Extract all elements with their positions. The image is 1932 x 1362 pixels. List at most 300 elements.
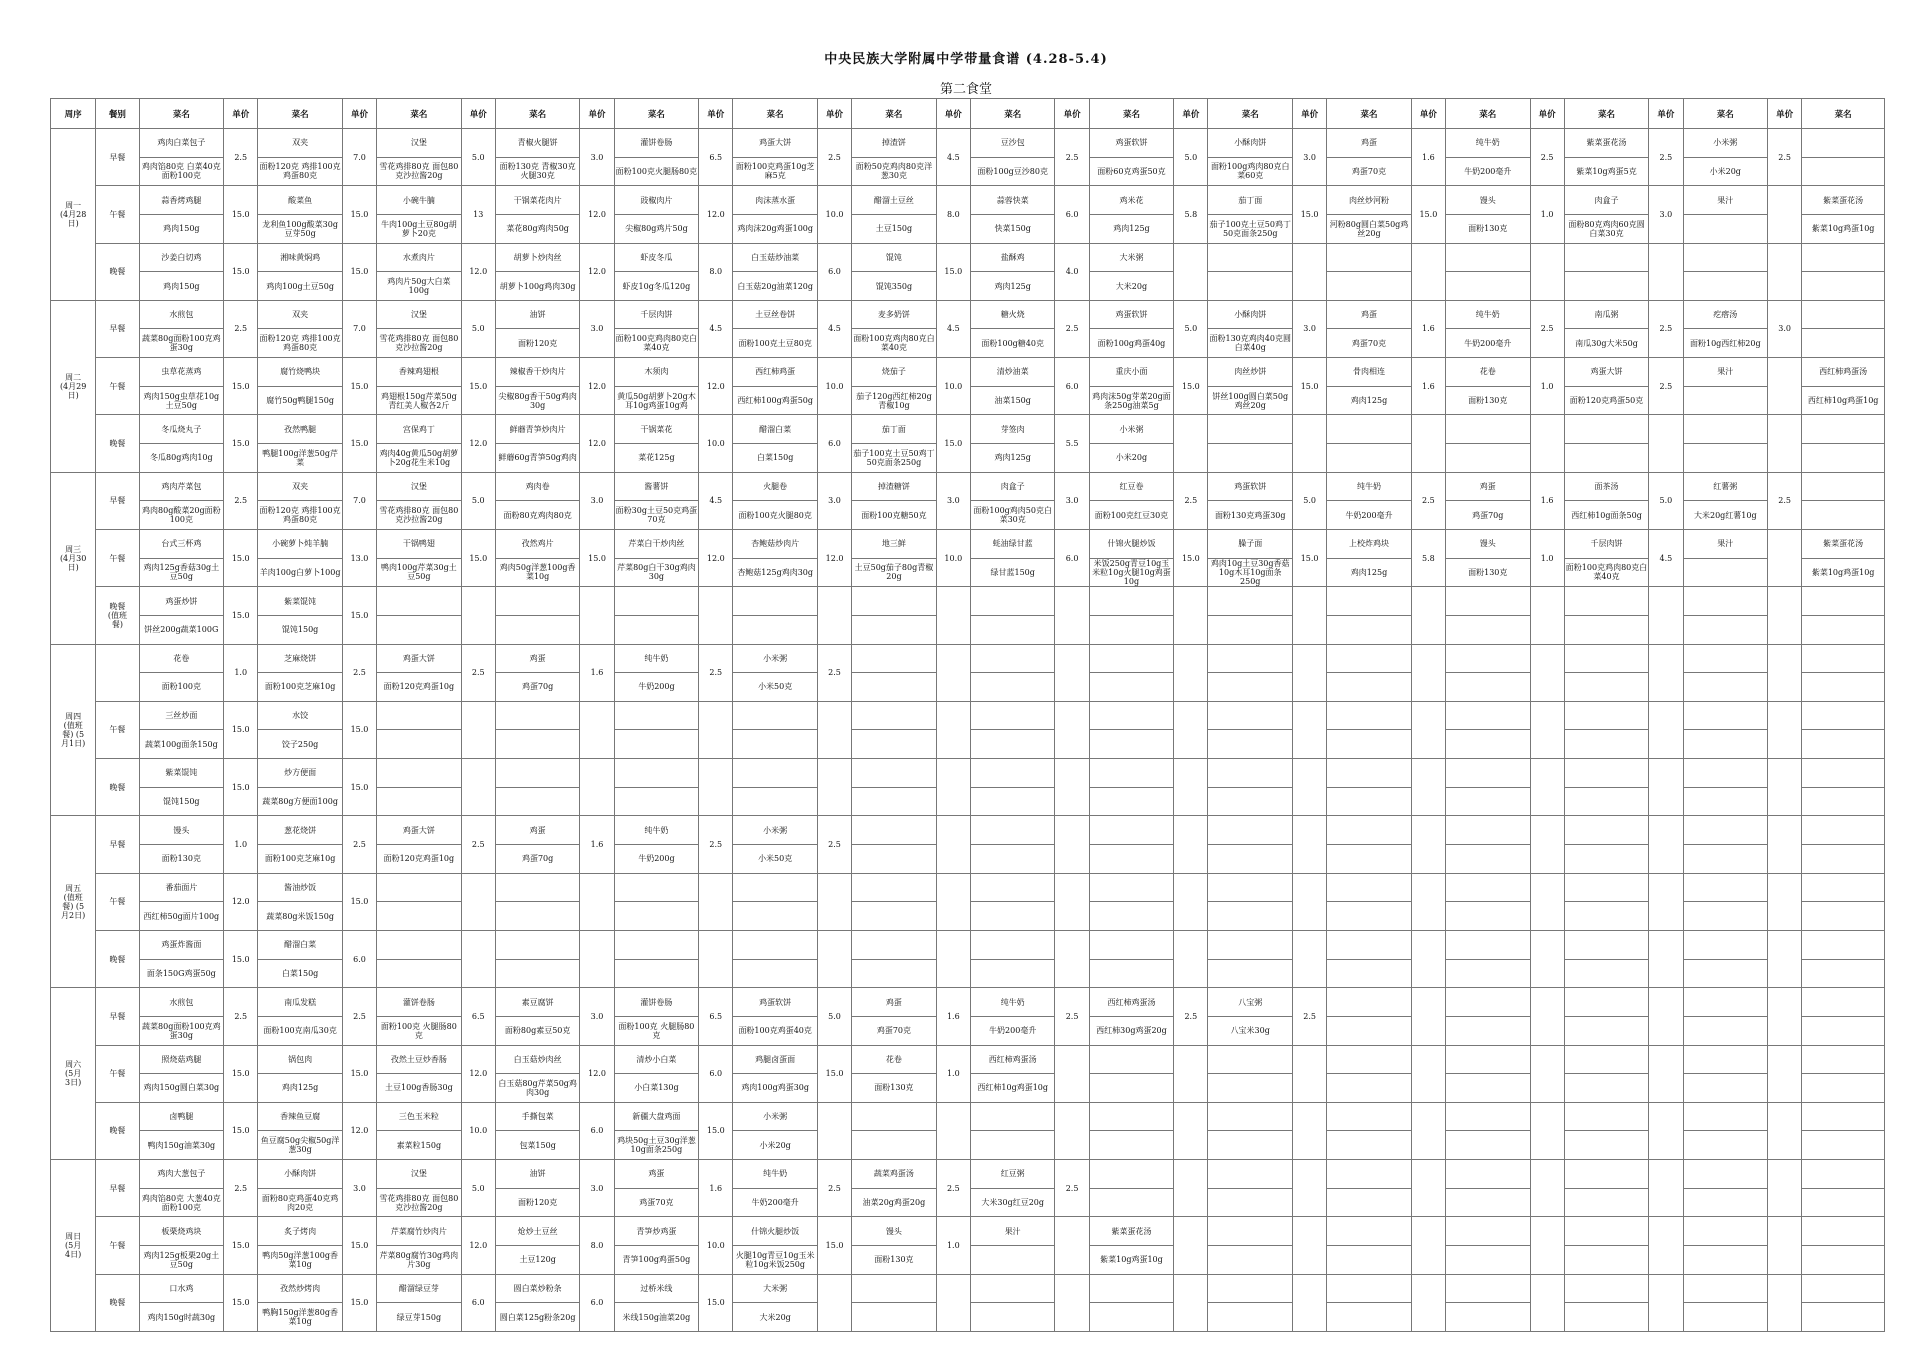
dish-detail bbox=[1802, 787, 1885, 816]
header-day: 周序 bbox=[51, 99, 96, 129]
dish-price: 3.0 bbox=[580, 300, 614, 357]
dish-name bbox=[1802, 816, 1885, 845]
dish-price: 15.0 bbox=[1293, 358, 1327, 415]
header-dish-name: 菜名 bbox=[1089, 99, 1174, 129]
dish-name: 掉渣饼 bbox=[852, 129, 937, 158]
dish-name: 西红柿鸡蛋汤 bbox=[1802, 358, 1885, 387]
day-label: 周二 (4月29 日) bbox=[51, 300, 96, 472]
dish-name bbox=[1802, 873, 1885, 902]
dish-name: 双夹 bbox=[258, 300, 343, 329]
dish-name bbox=[733, 587, 818, 616]
dish-price bbox=[1293, 415, 1327, 472]
dish-price bbox=[936, 930, 970, 987]
dish-price: 12.0 bbox=[580, 358, 614, 415]
dish-price bbox=[1768, 759, 1802, 816]
dish-name bbox=[1089, 930, 1174, 959]
header-dish-name: 菜名 bbox=[1327, 99, 1412, 129]
dish-name bbox=[1089, 587, 1174, 616]
dish-price: 15.0 bbox=[342, 1274, 376, 1331]
dish-price bbox=[461, 873, 495, 930]
dish-price bbox=[1411, 1045, 1445, 1102]
meal-row bbox=[51, 129, 1885, 158]
dish-detail: 油菜150g bbox=[970, 386, 1055, 415]
dish-detail: 饺子250g bbox=[258, 730, 343, 759]
dish-name: 蒜香烤鸡腿 bbox=[139, 186, 224, 215]
dish-name bbox=[495, 930, 580, 959]
dish-detail bbox=[970, 787, 1055, 816]
dish-price bbox=[1768, 529, 1802, 586]
dish-name: 地三鲜 bbox=[852, 529, 937, 558]
header-unit-price: 单价 bbox=[1530, 99, 1564, 129]
dish-name bbox=[1445, 644, 1530, 673]
header-unit-price: 单价 bbox=[1174, 99, 1208, 129]
dish-price bbox=[699, 587, 733, 644]
dish-name: 鸡腿卤蛋面 bbox=[733, 1045, 818, 1074]
dish-price bbox=[1768, 1102, 1802, 1159]
dish-price bbox=[1649, 816, 1683, 873]
dish-price bbox=[1055, 1045, 1089, 1102]
dish-detail bbox=[733, 730, 818, 759]
dish-price: 6.0 bbox=[699, 1045, 733, 1102]
dish-name: 纯牛奶 bbox=[733, 1160, 818, 1189]
dish-detail bbox=[1564, 1074, 1649, 1103]
dish-detail bbox=[1564, 1188, 1649, 1217]
dish-name: 大米粥 bbox=[733, 1274, 818, 1303]
dish-name: 过桥米线 bbox=[614, 1274, 699, 1303]
dish-name bbox=[1802, 1102, 1885, 1131]
dish-detail: 绿甘蓝150g bbox=[970, 558, 1055, 587]
dish-detail: 面粉100克糖50克 bbox=[852, 501, 937, 530]
dish-detail bbox=[1564, 1016, 1649, 1045]
dish-name: 炝炒土豆丝 bbox=[495, 1217, 580, 1246]
dish-name: 鸡蛋软饼 bbox=[1089, 129, 1174, 158]
dish-name bbox=[1802, 243, 1885, 272]
dish-detail: 鸡肉80g酸菜20g面粉100克 bbox=[139, 501, 224, 530]
dish-detail bbox=[1327, 444, 1412, 473]
meal-label: 晚餐 bbox=[96, 243, 139, 300]
dish-price: 15.0 bbox=[224, 587, 258, 644]
dish-name bbox=[1208, 873, 1293, 902]
dish-name bbox=[852, 644, 937, 673]
header-unit-price: 单价 bbox=[580, 99, 614, 129]
dish-detail: 面粉100g豆沙80克 bbox=[970, 157, 1055, 186]
dish-price bbox=[1649, 587, 1683, 644]
dish-name: 孜然鸭腿 bbox=[258, 415, 343, 444]
dish-price: 15.0 bbox=[342, 1217, 376, 1274]
dish-detail bbox=[377, 959, 462, 988]
dish-price bbox=[1293, 1045, 1327, 1102]
meal-label: 早餐 bbox=[96, 1160, 139, 1217]
dish-name: 干锅鸭翅 bbox=[377, 529, 462, 558]
meal-row bbox=[51, 930, 1885, 959]
dish-price bbox=[580, 701, 614, 758]
dish-detail: 鸡肉10g土豆30g香菇10g木耳10g面条250g bbox=[1208, 558, 1293, 587]
dish-name: 肉盒子 bbox=[1564, 186, 1649, 215]
dish-name: 双夹 bbox=[258, 472, 343, 501]
dish-detail: 圆白菜125g粉条20g bbox=[495, 1303, 580, 1332]
dish-name: 芝麻烧饼 bbox=[258, 644, 343, 673]
dish-name bbox=[1327, 587, 1412, 616]
dish-detail bbox=[1802, 1303, 1885, 1332]
dish-name: 香辣鸡翅根 bbox=[377, 358, 462, 387]
dish-name: 紫菜蛋花汤 bbox=[1802, 529, 1885, 558]
dish-name bbox=[970, 930, 1055, 959]
dish-name bbox=[1327, 1102, 1412, 1131]
dish-detail: 面条150G鸡蛋50g bbox=[139, 959, 224, 988]
dish-name: 木须肉 bbox=[614, 358, 699, 387]
dish-detail: 土豆150g bbox=[852, 214, 937, 243]
dish-name: 紫菜蛋花汤 bbox=[1564, 129, 1649, 158]
dish-name: 小酥肉饼 bbox=[1208, 129, 1293, 158]
dish-name: 千层肉饼 bbox=[614, 300, 699, 329]
dish-detail bbox=[970, 1303, 1055, 1332]
dish-price bbox=[1649, 1274, 1683, 1331]
dish-detail bbox=[1445, 959, 1530, 988]
dish-detail bbox=[377, 730, 462, 759]
dish-price: 12.0 bbox=[817, 529, 851, 586]
dish-price: 6.0 bbox=[342, 930, 376, 987]
dish-name bbox=[970, 873, 1055, 902]
dish-detail: 雪花鸡排80克 面包80克沙拉酱20g bbox=[377, 501, 462, 530]
dish-detail: 白玉菇80g芹菜50g鸡肉30g bbox=[495, 1074, 580, 1103]
dish-detail bbox=[1208, 1188, 1293, 1217]
dish-name: 醋溜绿豆芽 bbox=[377, 1274, 462, 1303]
dish-price: 1.6 bbox=[580, 644, 614, 701]
dish-price bbox=[1768, 1274, 1802, 1331]
dish-detail bbox=[1683, 558, 1768, 587]
dish-price bbox=[1293, 587, 1327, 644]
dish-detail: 鸡蛋70g bbox=[495, 673, 580, 702]
dish-price bbox=[1530, 415, 1564, 472]
dish-price bbox=[1174, 587, 1208, 644]
dish-price bbox=[1055, 1274, 1089, 1331]
dish-detail bbox=[1327, 1016, 1412, 1045]
dish-name: 鸡肉大葱包子 bbox=[139, 1160, 224, 1189]
dish-name: 花卷 bbox=[1445, 358, 1530, 387]
dish-price bbox=[1055, 759, 1089, 816]
meal-label: 晚餐 bbox=[96, 930, 139, 987]
meal-row bbox=[51, 1217, 1885, 1246]
dish-detail bbox=[1445, 1074, 1530, 1103]
dish-price bbox=[1768, 186, 1802, 243]
dish-detail: 鸡肉125g bbox=[1089, 214, 1174, 243]
dish-price bbox=[1174, 1160, 1208, 1217]
dish-name bbox=[1208, 816, 1293, 845]
dish-name: 水煎包 bbox=[139, 988, 224, 1017]
dish-detail: 鸭胸150g洋葱80g香菜10g bbox=[258, 1303, 343, 1332]
dish-detail: 菜花125g bbox=[614, 444, 699, 473]
dish-name bbox=[614, 873, 699, 902]
dish-name bbox=[1208, 1217, 1293, 1246]
dish-price: 2.5 bbox=[342, 644, 376, 701]
dish-price: 3.0 bbox=[817, 472, 851, 529]
dish-detail: 尖椒80g鸡片50g bbox=[614, 214, 699, 243]
dish-price bbox=[1411, 930, 1445, 987]
dish-detail: 包菜150g bbox=[495, 1131, 580, 1160]
dish-name bbox=[1802, 1217, 1885, 1246]
dish-detail bbox=[1802, 1131, 1885, 1160]
dish-detail bbox=[495, 615, 580, 644]
dish-detail: 紫菜10g鸡蛋10g bbox=[1802, 558, 1885, 587]
dish-detail: 西红柿10g鸡蛋10g bbox=[1802, 386, 1885, 415]
dish-detail: 鸡肉125g香菇30g土豆50g bbox=[139, 558, 224, 587]
dish-name: 锅包肉 bbox=[258, 1045, 343, 1074]
dish-name: 纯牛奶 bbox=[1445, 300, 1530, 329]
dish-name bbox=[1802, 1045, 1885, 1074]
dish-name bbox=[1445, 1045, 1530, 1074]
header-unit-price: 单价 bbox=[699, 99, 733, 129]
dish-name bbox=[1802, 587, 1885, 616]
dish-price bbox=[1530, 759, 1564, 816]
dish-name: 紫菜馄饨 bbox=[258, 587, 343, 616]
dish-detail bbox=[1327, 959, 1412, 988]
dish-price: 3.0 bbox=[1293, 129, 1327, 186]
dish-price: 5.5 bbox=[1055, 415, 1089, 472]
dish-price: 15.0 bbox=[699, 1102, 733, 1159]
dish-name: 口水鸡 bbox=[139, 1274, 224, 1303]
dish-price bbox=[461, 759, 495, 816]
dish-detail bbox=[1683, 272, 1768, 301]
dish-name bbox=[1445, 816, 1530, 845]
dish-detail: 面粉130克 青椒30克火腿30克 bbox=[495, 157, 580, 186]
dish-price bbox=[1768, 873, 1802, 930]
dish-price: 1.0 bbox=[1530, 358, 1564, 415]
header-dish-name: 菜名 bbox=[258, 99, 343, 129]
dish-price bbox=[1530, 873, 1564, 930]
dish-price bbox=[1649, 1217, 1683, 1274]
dish-detail bbox=[1445, 444, 1530, 473]
dish-detail: 面粉100g糖40克 bbox=[970, 329, 1055, 358]
dish-detail: 鸡蛋70克 bbox=[1327, 329, 1412, 358]
dish-detail bbox=[1445, 902, 1530, 931]
meal-row bbox=[51, 1045, 1885, 1074]
meal-row bbox=[51, 816, 1885, 845]
dish-detail: 鸡肉125g bbox=[1327, 558, 1412, 587]
dish-detail: 面粉120克 bbox=[495, 1188, 580, 1217]
dish-detail bbox=[1564, 787, 1649, 816]
dish-name bbox=[1683, 759, 1768, 788]
dish-price: 12.0 bbox=[342, 1102, 376, 1159]
dish-price: 3.0 bbox=[580, 129, 614, 186]
dish-price: 15.0 bbox=[817, 1045, 851, 1102]
dish-price bbox=[1174, 415, 1208, 472]
dish-detail bbox=[1208, 1303, 1293, 1332]
dish-detail: 鸭腿100g洋葱50g芹菜 bbox=[258, 444, 343, 473]
dish-name bbox=[1802, 129, 1885, 158]
dish-detail bbox=[495, 902, 580, 931]
dish-price: 2.5 bbox=[1530, 129, 1564, 186]
dish-name: 冬瓜烧丸子 bbox=[139, 415, 224, 444]
dish-price bbox=[1649, 1045, 1683, 1102]
dish-detail: 龙利鱼100g酸菜30g豆芽50g bbox=[258, 214, 343, 243]
header-unit-price: 单价 bbox=[224, 99, 258, 129]
dish-name bbox=[1089, 1160, 1174, 1189]
dish-detail bbox=[1802, 902, 1885, 931]
dish-name bbox=[1445, 587, 1530, 616]
dish-detail: 芹菜80g腐竹30g鸡肉片30g bbox=[377, 1245, 462, 1274]
dish-price bbox=[1530, 701, 1564, 758]
dish-price: 6.0 bbox=[1055, 186, 1089, 243]
dish-price: 7.0 bbox=[342, 300, 376, 357]
dish-name bbox=[1564, 701, 1649, 730]
dish-detail: 面粉100克鸡肉80克白菜40克 bbox=[1564, 558, 1649, 587]
dish-name bbox=[1089, 644, 1174, 673]
dish-detail bbox=[1564, 1303, 1649, 1332]
dish-name bbox=[1683, 988, 1768, 1017]
dish-name: 鸡蛋 bbox=[1327, 300, 1412, 329]
dish-name bbox=[614, 759, 699, 788]
dish-price: 2.5 bbox=[1055, 300, 1089, 357]
dish-detail: 馄饨150g bbox=[139, 787, 224, 816]
dish-detail bbox=[1802, 1188, 1885, 1217]
dish-detail: 蔬菜80g米饭150g bbox=[258, 902, 343, 931]
dish-price bbox=[1530, 243, 1564, 300]
dish-name: 灌饼卷肠 bbox=[377, 988, 462, 1017]
dish-detail: 面粉100克鸡肉80克白菜40克 bbox=[614, 329, 699, 358]
dish-detail: 鸡肉125g板栗20g土豆50g bbox=[139, 1245, 224, 1274]
dish-name bbox=[1445, 701, 1530, 730]
dish-name: 掉渣糖饼 bbox=[852, 472, 937, 501]
dish-price bbox=[1649, 243, 1683, 300]
dish-detail bbox=[1683, 1131, 1768, 1160]
dish-name: 上校炸鸡块 bbox=[1327, 529, 1412, 558]
dish-price: 6.0 bbox=[817, 415, 851, 472]
meal-row bbox=[51, 701, 1885, 730]
dish-detail bbox=[970, 902, 1055, 931]
dish-name: 清炒油菜 bbox=[970, 358, 1055, 387]
dish-name: 火腿卷 bbox=[733, 472, 818, 501]
dish-price: 10.0 bbox=[699, 415, 733, 472]
dish-name bbox=[1564, 587, 1649, 616]
dish-detail bbox=[1089, 787, 1174, 816]
dish-name bbox=[1683, 930, 1768, 959]
header-unit-price: 单价 bbox=[1293, 99, 1327, 129]
dish-price bbox=[1293, 644, 1327, 701]
dish-name bbox=[1802, 988, 1885, 1017]
dish-price: 5.0 bbox=[461, 1160, 495, 1217]
dish-price bbox=[1768, 644, 1802, 701]
dish-detail bbox=[1802, 157, 1885, 186]
dish-name bbox=[1208, 587, 1293, 616]
dish-price bbox=[1411, 587, 1445, 644]
dish-name bbox=[495, 873, 580, 902]
dish-detail bbox=[733, 959, 818, 988]
dish-name: 蚝油绿甘蓝 bbox=[970, 529, 1055, 558]
dish-price: 15.0 bbox=[936, 243, 970, 300]
dish-name bbox=[1327, 816, 1412, 845]
dish-name: 疙瘩汤 bbox=[1683, 300, 1768, 329]
dish-detail: 鸡肉沫20g鸡蛋100g bbox=[733, 214, 818, 243]
dish-detail: 鸡肉125g bbox=[970, 444, 1055, 473]
dish-name: 果汁 bbox=[1683, 358, 1768, 387]
meal-row bbox=[51, 873, 1885, 902]
dish-price: 1.0 bbox=[224, 816, 258, 873]
dish-price: 4.0 bbox=[1055, 243, 1089, 300]
dish-name bbox=[1802, 300, 1885, 329]
dish-price: 1.6 bbox=[1411, 358, 1445, 415]
dish-detail: 面粉100g鸡肉80克白菜60克 bbox=[1208, 157, 1293, 186]
dish-detail: 鸡肉沫50g芽菜20g面条250g油菜5g bbox=[1089, 386, 1174, 415]
dish-detail: 南瓜30g大米50g bbox=[1564, 329, 1649, 358]
dish-name bbox=[1683, 1274, 1768, 1303]
dish-name bbox=[1564, 930, 1649, 959]
dish-detail bbox=[1564, 902, 1649, 931]
dish-detail: 雪花鸡排80克 面包80克沙拉酱20g bbox=[377, 1188, 462, 1217]
dish-price: 15.0 bbox=[342, 587, 376, 644]
dish-price bbox=[1530, 930, 1564, 987]
dish-detail: 蔬菜80g面粉100克鸡蛋30g bbox=[139, 329, 224, 358]
dish-name bbox=[1089, 816, 1174, 845]
dish-price: 1.0 bbox=[936, 1045, 970, 1102]
dish-name: 肉丝炒饼 bbox=[1208, 358, 1293, 387]
dish-name: 纯牛奶 bbox=[1445, 129, 1530, 158]
meal-label: 早餐 bbox=[96, 129, 139, 186]
dish-name bbox=[1683, 816, 1768, 845]
dish-price bbox=[580, 873, 614, 930]
dish-detail: 面粉100克鸡蛋10g芝麻5克 bbox=[733, 157, 818, 186]
dish-name: 小酥肉饼 bbox=[258, 1160, 343, 1189]
dish-detail bbox=[970, 845, 1055, 874]
dish-name bbox=[1445, 930, 1530, 959]
dish-name: 干锅菜花 bbox=[614, 415, 699, 444]
dish-name: 油饼 bbox=[495, 1160, 580, 1189]
dish-name bbox=[1089, 1045, 1174, 1074]
dish-price: 1.6 bbox=[1411, 129, 1445, 186]
dish-detail: 茄子100克土豆50鸡丁50克面条250g bbox=[852, 444, 937, 473]
dish-price bbox=[1768, 701, 1802, 758]
dish-name bbox=[970, 701, 1055, 730]
dish-detail bbox=[1802, 272, 1885, 301]
dish-detail: 鸡肉馅80克 大葱40克 面粉100克 bbox=[139, 1188, 224, 1217]
dish-name: 三丝炒面 bbox=[139, 701, 224, 730]
dish-name: 双夹 bbox=[258, 129, 343, 158]
dish-price bbox=[580, 587, 614, 644]
dish-detail bbox=[1327, 1245, 1412, 1274]
dish-name: 鸡肉芹菜包 bbox=[139, 472, 224, 501]
dish-name: 鸡米花 bbox=[1089, 186, 1174, 215]
table-header-row bbox=[51, 99, 1885, 129]
dish-price: 8.0 bbox=[580, 1217, 614, 1274]
dish-detail: 牛奶200毫升 bbox=[1327, 501, 1412, 530]
dish-price: 2.5 bbox=[1055, 1160, 1089, 1217]
dish-detail bbox=[852, 787, 937, 816]
dish-name bbox=[1683, 415, 1768, 444]
dish-detail bbox=[852, 902, 937, 931]
meal-label: 午餐 bbox=[96, 529, 139, 586]
dish-price bbox=[1768, 587, 1802, 644]
dish-detail: 鸡肉150g bbox=[139, 214, 224, 243]
dish-detail bbox=[852, 845, 937, 874]
dish-price bbox=[1768, 358, 1802, 415]
dish-name bbox=[1683, 1217, 1768, 1246]
dish-price: 2.5 bbox=[342, 988, 376, 1045]
dish-detail: 腐竹50g鸭腿150g bbox=[258, 386, 343, 415]
dish-price bbox=[1293, 930, 1327, 987]
dish-detail: 面粉10g西红柿20g bbox=[1683, 329, 1768, 358]
dish-price: 10.0 bbox=[699, 1217, 733, 1274]
dish-detail bbox=[1445, 1188, 1530, 1217]
dish-name: 果汁 bbox=[1683, 186, 1768, 215]
header-unit-price: 单价 bbox=[342, 99, 376, 129]
dish-price: 8.0 bbox=[936, 186, 970, 243]
dish-name: 果汁 bbox=[970, 1217, 1055, 1246]
dish-detail: 鸭肉150g油菜30g bbox=[139, 1131, 224, 1160]
dish-detail bbox=[377, 902, 462, 931]
dish-name: 鸡肉卷 bbox=[495, 472, 580, 501]
dish-detail: 鸡蛋70克 bbox=[852, 1016, 937, 1045]
dish-name: 小酥肉饼 bbox=[1208, 300, 1293, 329]
dish-price: 3.0 bbox=[1649, 186, 1683, 243]
